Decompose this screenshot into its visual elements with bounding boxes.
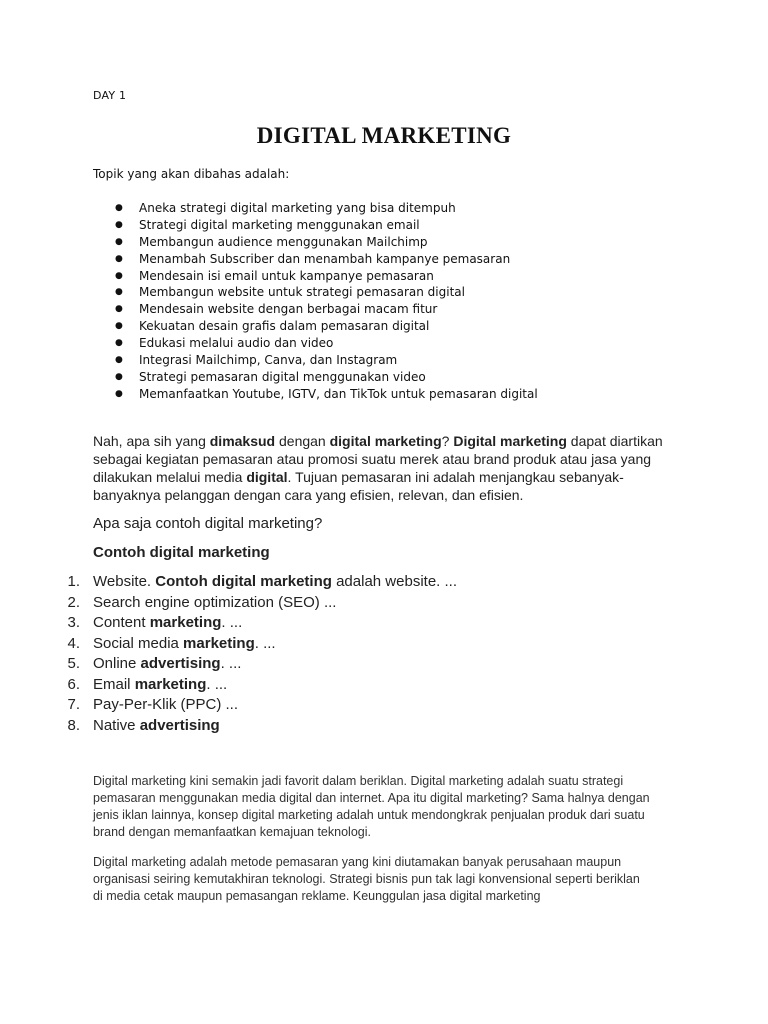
- list-item: 6. Email marketing. ...: [67, 675, 228, 693]
- bullet-icon: ●: [115, 371, 123, 382]
- list-item: ● Mendesain website dengan berbagai macam fitur: [115, 302, 438, 317]
- examples-heading: Contoh digital marketing: [93, 544, 270, 561]
- bullet-icon: ●: [115, 304, 123, 315]
- list-item: ● Integrasi Mailchimp, Canva, dan Instagram: [115, 353, 398, 368]
- list-item: 2. Search engine optimization (SEO) ...: [67, 593, 337, 611]
- list-item: ● Memanfaatkan Youtube, IGTV, dan TikTok untuk pemasaran digital: [115, 386, 538, 401]
- list-item: ● Kekuatan desain grafis dalam pemasaran digital: [115, 319, 430, 334]
- list-item: ● Menambah Subscriber dan menambah kampanye pemasaran: [115, 251, 511, 266]
- list-item: ● Aneka strategi digital marketing yang bisa ditempuh: [115, 201, 456, 215]
- examples-list: [40, 572, 457, 736]
- topics-intro: Topik yang akan dibahas adalah:: [93, 167, 290, 181]
- list-item: ● Edukasi melalui audio dan video: [115, 336, 334, 351]
- topics-list: [93, 200, 538, 403]
- list-item: 7. Pay-Per-Klik (PPC) ...: [67, 696, 239, 713]
- bullet-icon: ●: [115, 355, 123, 366]
- list-item: 1. Website. Contoh digital marketing adalah website. ...: [67, 573, 457, 590]
- bullet-icon: ●: [115, 287, 123, 298]
- bullet-icon: ●: [115, 388, 123, 399]
- bullet-icon: ●: [115, 203, 123, 213]
- list-item: ● Membangun website untuk strategi pemasaran digital: [115, 285, 465, 300]
- list-item: 3. Content marketing. ...: [67, 614, 243, 631]
- bullet-icon: ●: [115, 236, 123, 247]
- bullet-icon: ●: [115, 338, 123, 349]
- bullet-icon: ●: [115, 270, 123, 281]
- document-title: DIGITAL MARKETING: [256, 123, 512, 148]
- body-paragraph-2: Digital marketing adalah metode pemasaran yang kini diutamakan banyak perusahaan maupun organisasi seiring kemutakhiran teknologi. Strategi bisnis pun tak lagi konvensional seperti beriklan di media cetak maupun pemasangan reklame. Keunggulan jasa digital marketing: [93, 855, 640, 903]
- day-label: DAY 1: [93, 89, 127, 102]
- bullet-icon: ●: [115, 219, 123, 230]
- list-item: ● Mendesain isi email untuk kampanye pemasaran: [115, 268, 434, 283]
- list-item: ● Membangun audience menggunakan Mailchimp: [115, 234, 428, 249]
- bullet-icon: ●: [115, 321, 123, 332]
- list-item: ● Strategi pemasaran digital menggunakan video: [115, 369, 426, 384]
- list-item: 5. Online advertising. ...: [67, 655, 242, 672]
- list-item: 8. Native advertising: [67, 716, 220, 734]
- body-paragraph-1: Digital marketing kini semakin jadi favorit dalam beriklan. Digital marketing adalah suatu strategi pemasaran menggunakan media digital dan internet. Apa itu digital marketing? Sama halnya dengan jenis iklan lainnya, konsep digital marketing adalah untuk mendongkrak penjualan produk dari suatu brand dengan memanfaatkan kemajuan teknologi.: [93, 774, 650, 839]
- examples-question: Apa saja contoh digital marketing?: [93, 515, 323, 532]
- list-item: 4. Social media marketing. ...: [67, 634, 276, 652]
- definition-paragraph: Nah, apa sih yang dimaksud dengan digital marketing? Digital marketing dapat diartikan sebagai kegiatan pemasaran atau promosi suatu merek atau brand produk atau jasa yang dilakukan melalui media digital. Tujuan pemasaran ini adalah menjangkau sebanyak-banyaknya pelanggan dengan cara yang efisien, relevan, dan efisien.: [93, 433, 663, 503]
- list-item: ● Strategi digital marketing menggunakan email: [115, 217, 420, 232]
- bullet-icon: ●: [115, 253, 123, 264]
